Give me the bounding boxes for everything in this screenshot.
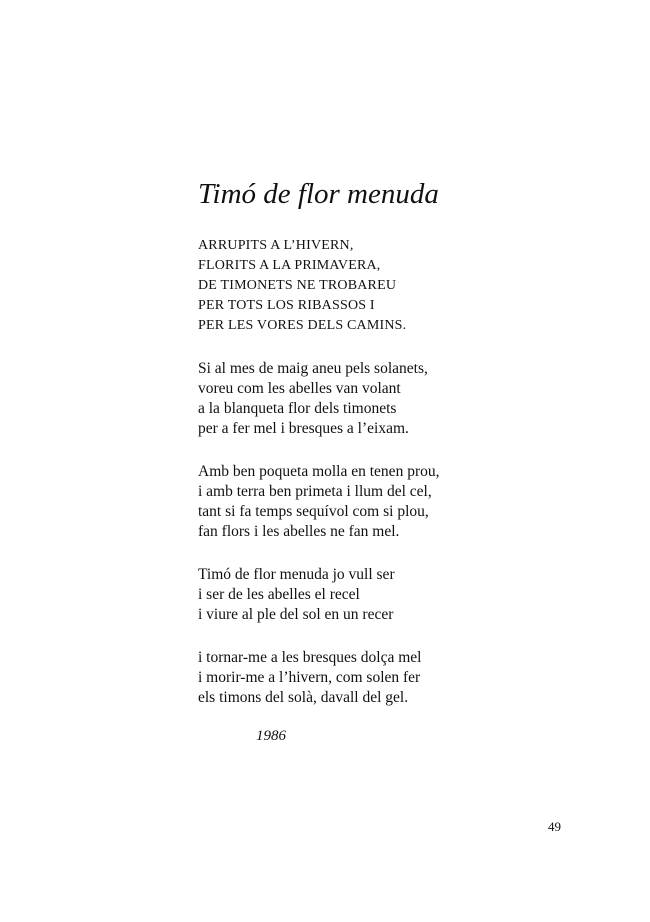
poem-title: Timó de flor menuda <box>198 178 439 210</box>
poem-line: fan flors i les abelles ne fan mel. <box>198 523 400 540</box>
poem-line: PER TOTS LOS RIBASSOS I <box>198 298 375 313</box>
poem-line: Si al mes de maig aneu pels solanets, <box>198 360 428 377</box>
poem-line: i ser de les abelles el recel <box>198 586 360 603</box>
stanza-2 <box>198 359 598 439</box>
poem-year: 1986 <box>256 728 286 744</box>
page-number: 49 <box>548 819 561 834</box>
poem-line: Amb ben poqueta molla en tenen prou, <box>198 463 440 480</box>
poem-line: i viure al ple del sol en un recer <box>198 606 394 623</box>
poem-line: DE TIMONETS NE TROBAREU <box>198 278 397 293</box>
poem-line: a la blanqueta flor dels timonets <box>198 400 397 417</box>
poem-line: Timó de flor menuda jo vull ser <box>198 566 395 583</box>
poem-line: voreu com les abelles van volant <box>198 380 401 397</box>
poem-line: FLORITS A LA PRIMAVERA, <box>198 258 381 273</box>
poem-line: ARRUPITS A L’HIVERN, <box>198 238 354 253</box>
stanza-5 <box>198 648 598 708</box>
poem-line: els timons del solà, davall del gel. <box>198 689 409 706</box>
stanza-1 <box>198 236 598 336</box>
poem-line: i amb terra ben primeta i llum del cel, <box>198 483 432 500</box>
poem-line: PER LES VORES DELS CAMINS. <box>198 318 407 333</box>
stanza-4 <box>198 565 598 625</box>
poem-line: tant si fa temps sequívol com si plou, <box>198 503 429 520</box>
stanza-3 <box>198 462 598 542</box>
poem-line: i morir-me a l’hivern, com solen fer <box>198 669 421 686</box>
poem-line: per a fer mel i bresques a l’eixam. <box>198 420 409 437</box>
poem-line: i tornar-me a les bresques dolça mel <box>198 649 422 666</box>
poem <box>198 176 598 731</box>
